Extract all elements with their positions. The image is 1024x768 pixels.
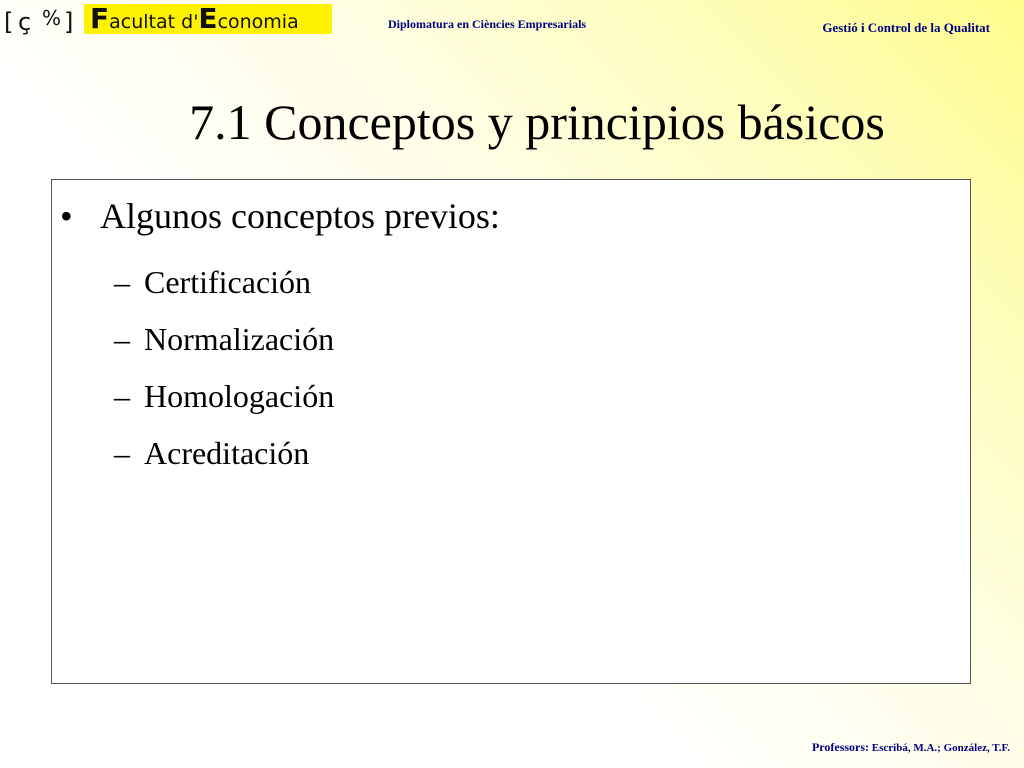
course-name: Gestió i Control de la Qualitat [822,20,990,35]
sub-marker: – [114,264,130,300]
bullet-marker: • [60,196,73,236]
sub-bullet-text: Certificación [144,264,312,300]
sub-bullet-item [114,254,334,311]
sub-marker: – [114,378,130,414]
footer-names: Escribá, M.A.; González, T.F. [871,742,1010,754]
sub-bullet-item [114,311,334,368]
logo-emblem-icon: [ ç % ] [4,6,73,36]
footer-label: Professors: [811,740,870,754]
main-bullet [60,194,500,238]
program-name: Diplomatura en Ciències Empresarials [388,17,587,31]
logo-wordmark: Facultat d'Economia [84,4,332,34]
slide-title: 7.1 Conceptos y principios básicos [189,94,885,150]
main-bullet-text: Algunos conceptos previos: [100,196,500,236]
footer-credits [812,740,1010,755]
sub-marker: – [114,321,130,357]
sub-bullet-text: Normalización [144,321,335,357]
content-box [51,179,971,684]
sub-bullet-text: Acreditación [144,435,310,471]
sub-marker: – [114,435,130,471]
faculty-logo [4,2,334,40]
sub-bullet-item [114,425,334,482]
sub-bullet-list [114,254,334,482]
sub-bullet-text: Homologación [144,378,335,414]
sub-bullet-item [114,368,334,425]
